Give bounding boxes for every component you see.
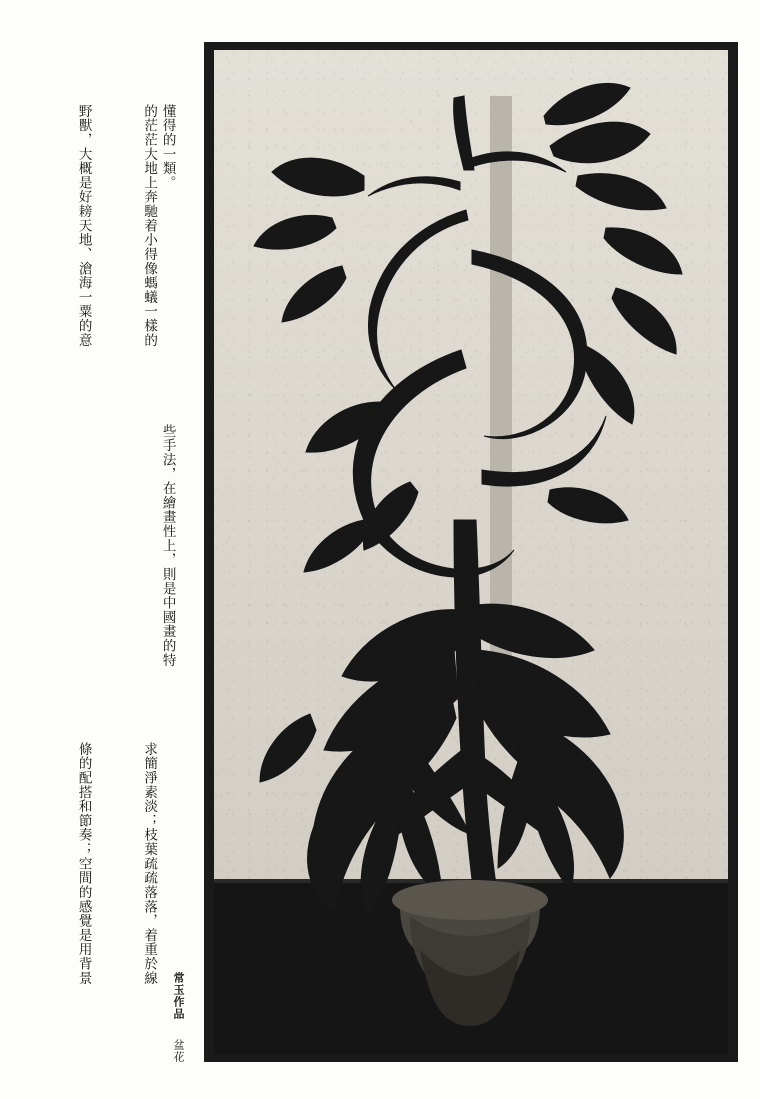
text-line: 懂得的一類。 (159, 104, 176, 190)
potted-plant-illustration (214, 50, 728, 1054)
text-line: 些手法，在繪畫性上，則是中國畫的特 (159, 424, 176, 668)
artwork-image (214, 50, 728, 1054)
text-line: 條的配搭和節奏；空間的感覺是用背景 (75, 742, 92, 986)
plate-caption-title: 常玉作品 (172, 972, 185, 1020)
artwork-plate (204, 42, 738, 1062)
text-line: 野獸，大概是好耪天地、滄海一粟的意 (75, 104, 92, 348)
plate-caption (170, 972, 186, 1063)
text-line: 求簡淨素淡；枝葉疏疏落落，着重於線 (141, 742, 158, 986)
flower-pot (392, 880, 548, 1026)
plant-silhouette (254, 83, 682, 950)
plate-caption-subtitle: 盆花 (172, 1039, 185, 1064)
stake-shape (490, 96, 512, 686)
text-line: 的茫茫大地上奔馳着小得像螞蟻一樣的 (141, 104, 158, 348)
